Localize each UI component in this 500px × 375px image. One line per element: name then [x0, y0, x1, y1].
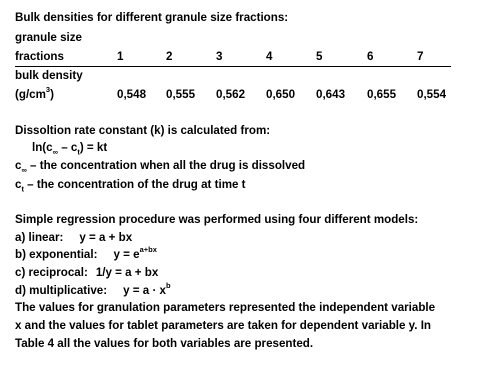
- paragraph-line-1: The values for granulation parameters represented the independent variable: [15, 301, 436, 314]
- column-header-3: 3: [216, 50, 223, 63]
- table-title: Bulk densities for different granule size fractions:: [15, 11, 289, 24]
- column-header-4: 4: [266, 50, 273, 63]
- value-cell-1: 0,548: [117, 88, 147, 101]
- model-multiplicative: d) multiplicative: $y = a \cdot x^b$: [15, 281, 171, 297]
- header-fractions: fractions: [15, 50, 64, 63]
- value-cell-3: 0,562: [216, 88, 246, 101]
- regression-intro: Simple regression procedure was performed using four different models:: [15, 213, 419, 226]
- header-granule-size: granule size: [15, 31, 83, 44]
- row-label-bulk-density: bulk density: [15, 69, 83, 82]
- value-cell-2: 0,555: [166, 88, 196, 101]
- model-exponential: b) exponential: $y = e^{a+bx}$: [15, 245, 157, 261]
- value-cell-6: 0,655: [367, 88, 397, 101]
- column-header-2: 2: [166, 50, 173, 63]
- dissolution-equation: $\ln(c_\infty - c_t)$ = kt: [32, 141, 108, 157]
- definition-c-infinity: $c_\infty$ – the concentration when all the drug is dissolved: [15, 159, 306, 175]
- definition-c-t: $c_t$ – the concentration of the drug at time t: [15, 178, 246, 194]
- column-header-7: 7: [417, 50, 424, 63]
- value-cell-7: 0,554: [417, 88, 447, 101]
- column-header-6: 6: [367, 50, 374, 63]
- row-label-unit: $(g/cm^3)$: [15, 85, 54, 101]
- value-cell-5: 0,643: [316, 88, 346, 101]
- paragraph-line-3: Table 4 all the values for both variables are presented.: [15, 337, 314, 350]
- dissolution-heading: Dissoltion rate constant (k) is calculated from:: [15, 124, 271, 137]
- table-divider: [15, 66, 451, 67]
- model-linear: a) linear: y = a + bx: [15, 231, 133, 244]
- paragraph-line-2: x and the values for tablet parameters are taken for dependent variable y. In: [15, 319, 432, 332]
- column-header-5: 5: [316, 50, 323, 63]
- column-header-1: 1: [117, 50, 124, 63]
- model-reciprocal: c) reciprocal: 1/y = a + bx: [15, 266, 159, 279]
- value-cell-4: 0,650: [266, 88, 296, 101]
